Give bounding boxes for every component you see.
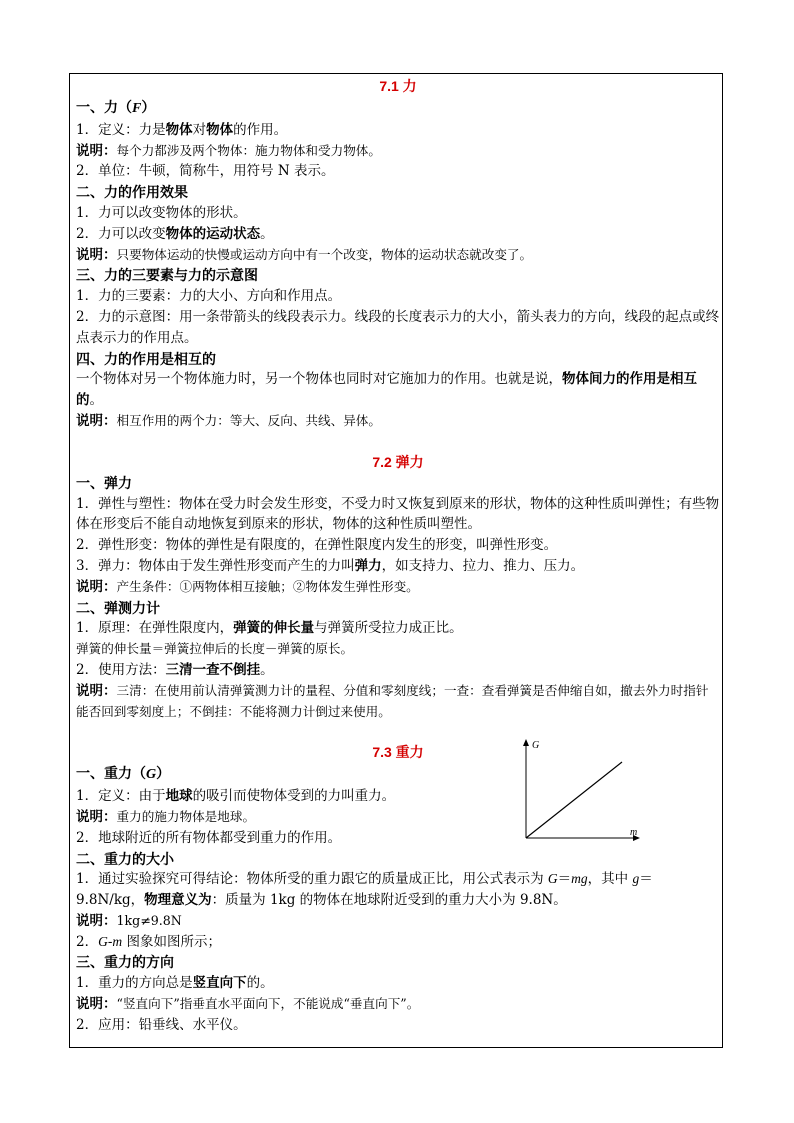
heading-gravity-direction: 三、重力的方向 [76,954,174,971]
heading-spring-scale: 二、弹测力计 [76,599,160,616]
application-line: 2．应用：铅垂线、水平仪。 [76,1016,247,1033]
note-line: 说明：相互作用的两个力：等大、反向、共线、异体。 [76,412,381,428]
elasticity-plasticity: 1．弹性与塑性：物体在受力时会发生形变，不受力时又恢复到原来的形状，物体的这种性质叫弹性；有些物体在形变后不能自动地恢复到原来的形状，物体的这种性质叫塑性。 [76,495,720,533]
y-axis-label: G [532,740,540,751]
g-m-graph [518,737,642,841]
gravity-definition: 1．定义：由于地球的吸引而使物体受到的力叫重力。 [76,788,396,805]
diagram-line: 2．力的示意图：用一条带箭头的线段表示力。线段的长度表示力的大小，箭头表力的方向，线段的起点或终点表示力的作用点。 [76,308,720,346]
effect-line-1: 1．力可以改变物体的形状。 [76,204,247,221]
heading-force: 一、力（F） [76,99,156,116]
heading-mutual: 四、力的作用是相互的 [76,350,216,367]
heading-three-elements: 三、力的三要素与力的示意图 [76,267,258,284]
y-axis-arrow [523,739,529,746]
section-title-7-2: 7.2 弹力 [372,453,424,470]
heading-gravity: 一、重力（G） [76,765,171,783]
note-line: 说明：每个力都涉及两个物体：施力物体和受力物体。 [76,142,381,158]
note-line: 说明：“竖直向下”指垂直水平面向下，不能说成“垂直向下”。 [76,996,420,1012]
section-title-7-1: 7.1 力 [379,78,417,94]
note-line: 说明：产生条件：①两物体相互接触；②物体发生弹性形变。 [76,578,419,594]
note-line: 说明：1kg≠9.8N [76,912,182,928]
gm-graph-line: 2．G-m 图象如图所示； [76,933,221,950]
mutual-paragraph: 一个物体对另一个物体施力时，另一个物体也同时对它施加力的作用。也就是说，物体间力的作用是相互的。 [76,371,697,409]
elastic-deformation-line: 2．弹性形变：物体的弹性是有限度的，在弹性限度内发生的形变，叫弹性形变。 [76,537,558,554]
gravity-direction-line: 1．重力的方向总是竖直向下的。 [76,975,274,992]
unit-line: 2．单位：牛顿，简称牛，用符号 N 表示。 [76,163,335,180]
three-elements-line: 1．力的三要素：力的大小、方向和作用点。 [76,288,342,305]
principle-line: 1．原理：在弹性限度内，弹簧的伸长量与弹簧所受拉力成正比。 [76,620,463,637]
note-line: 说明：重力的施力物体是地球。 [76,808,256,824]
definition-line: 1．定义：力是物体对物体的作用。 [76,121,288,138]
gravity-formula-paragraph: 1．通过实验探究可得结论：物体所受的重力跟它的质量成正比，用公式表示为 G＝mg，其中 g＝9.8N/kg，物理意义为：质量为 1kg 的物体在地球附近受到的重力大小为 9.8N。 [76,871,653,909]
heading-gravity-magnitude: 二、重力的大小 [76,850,174,867]
note-line: 弹簧的伸长量＝弹簧拉伸后的长度－弹簧的原长。 [76,641,354,657]
g-m-line [526,762,622,838]
section-title-7-3: 7.3 重力 [372,744,424,761]
usage-line: 2．使用方法：三清一查不倒挂。 [76,661,274,678]
gravity-all-objects: 2．地球附近的所有物体都受到重力的作用。 [76,829,342,846]
elastic-force-line: 3．弹力：物体由于发生弹性形变而产生的力叫弹力，如支持力、拉力、推力、压力。 [76,557,585,574]
heading-effect: 二、力的作用效果 [76,184,188,201]
note-line: 说明：只要物体运动的快慢或运动方向中有一个改变，物体的运动状态就改变了。 [76,246,533,262]
document-body [76,76,720,1036]
effect-line-2: 2．力可以改变物体的运动状态。 [76,225,274,242]
note-line: 说明：三清：在使用前认清弹簧测力计的量程、分值和零刻度线；一查：查看弹簧是否伸缩自如，撤去外力时指针能否回到零刻度上；不倒挂：不能将测力计倒过来使用。 [76,682,709,719]
heading-elastic-force: 一、弹力 [76,474,132,491]
x-axis-label: m [630,827,638,838]
